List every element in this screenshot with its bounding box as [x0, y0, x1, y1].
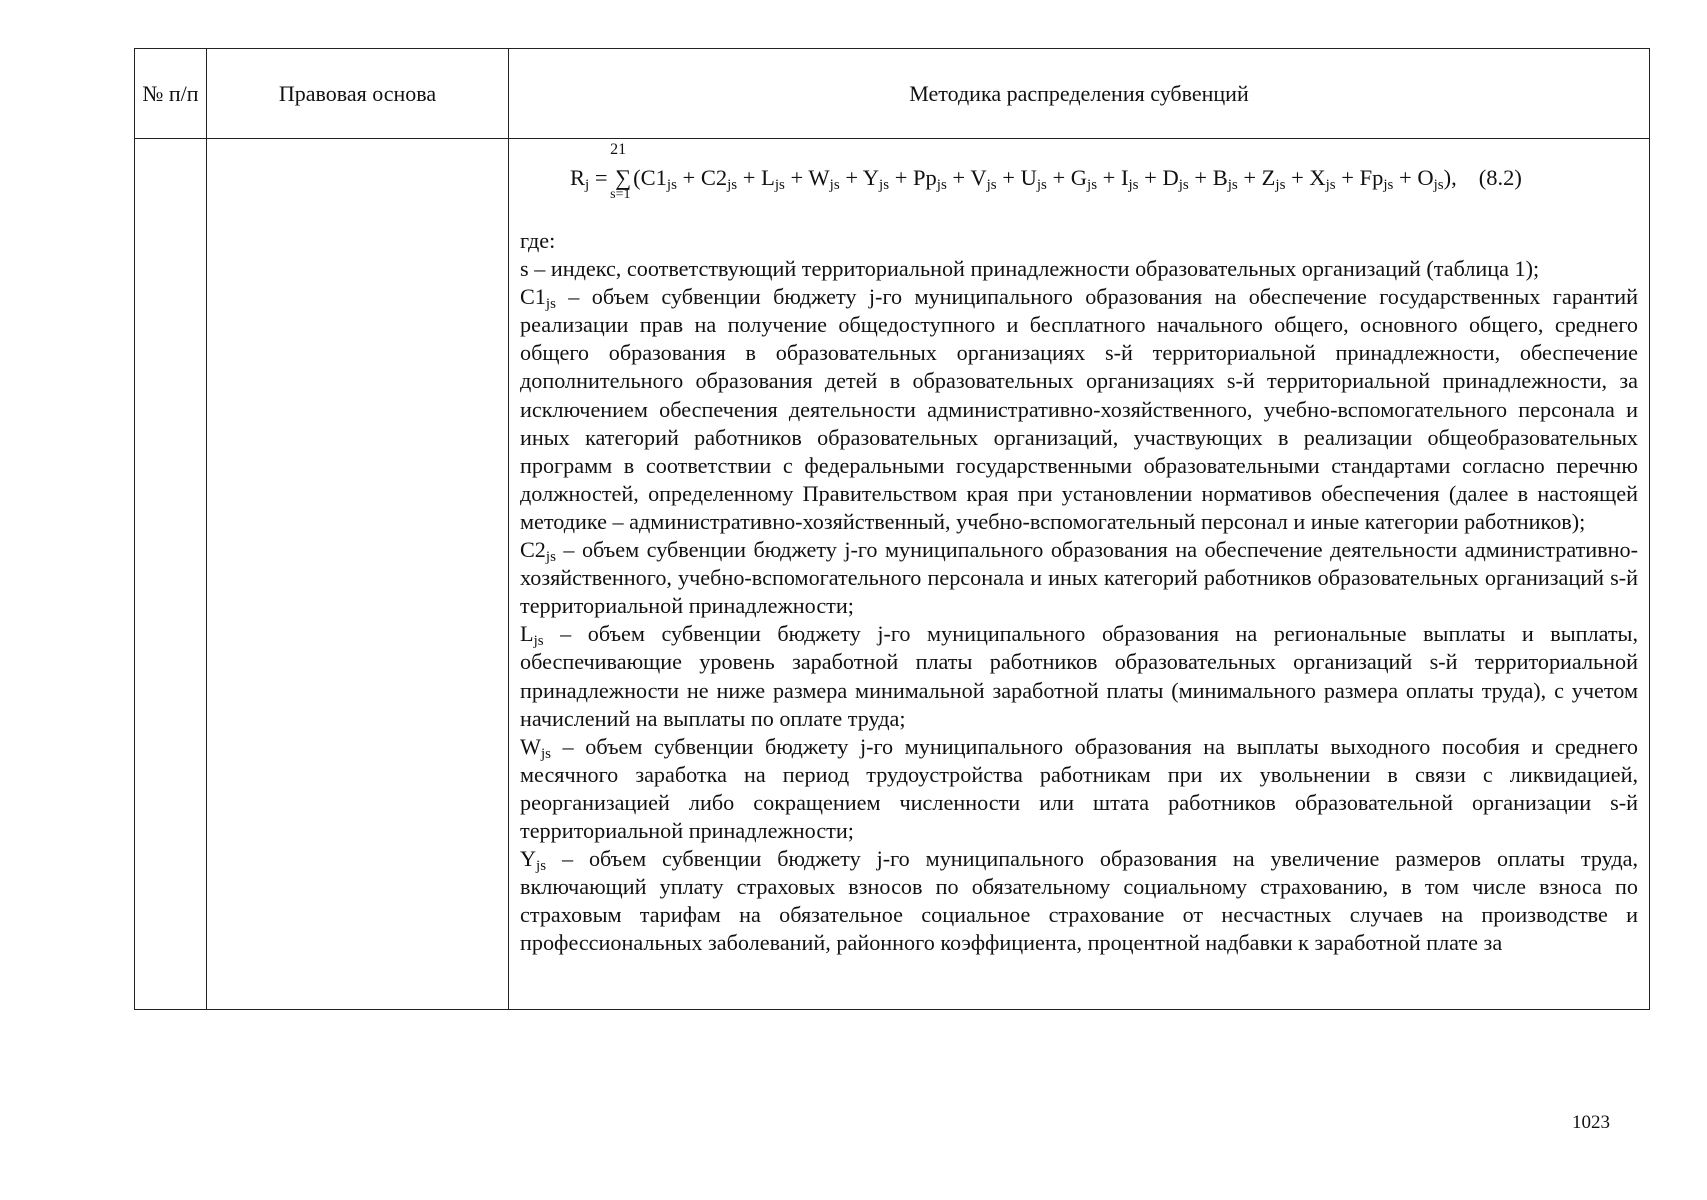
definition-symbol-sub: js: [540, 745, 551, 762]
formula-term-symbol: X: [1309, 165, 1326, 190]
formula-term: [1121, 165, 1139, 193]
formula-plus: +: [1237, 165, 1262, 190]
formula-term-symbol: I: [1121, 165, 1129, 190]
formula-term-symbol: Y: [862, 165, 880, 190]
definition-paragraph: [520, 536, 1638, 620]
header-number: № п/п: [135, 49, 207, 139]
formula-term: [1417, 165, 1444, 193]
formula-term-symbol: C2: [700, 165, 728, 190]
definition-symbol: C2: [520, 537, 546, 563]
formula-term-sub: js: [879, 177, 890, 193]
definition-symbol-sub: js: [545, 549, 556, 566]
formula-term: [913, 165, 947, 193]
definition-paragraph: [520, 845, 1638, 957]
formula-term-symbol: B: [1212, 165, 1228, 190]
header-method: Методика распределения субвенций: [509, 49, 1650, 139]
formula-plus: +: [1046, 165, 1071, 190]
sum-upper-limit: 21: [610, 141, 627, 158]
definition-paragraph: [520, 733, 1638, 845]
formula-term-symbol: O: [1417, 165, 1434, 190]
definition-symbol: s: [520, 256, 529, 282]
formula-term: [1359, 165, 1394, 193]
where-label: где:: [520, 228, 556, 253]
formula-term: [640, 165, 677, 193]
formula-plus: +: [946, 165, 971, 190]
definition-paragraph: [520, 255, 1638, 283]
formula-term: [1162, 165, 1189, 193]
formula-term-sub: js: [1275, 177, 1286, 193]
header-legal-basis: Правовая основа: [207, 49, 509, 139]
formula-term-sub: js: [1325, 177, 1336, 193]
formula-plus: +: [1097, 165, 1121, 190]
definition-symbol: L: [520, 621, 534, 647]
formula-term-sub: js: [1087, 177, 1098, 193]
subvention-table: [134, 48, 1650, 1010]
formula-term-symbol: C1: [640, 165, 667, 190]
sum-lower-limit: s=1: [610, 187, 631, 202]
formula-term: [808, 165, 840, 193]
definitions-text: [520, 227, 1638, 957]
definition-symbol-sub: js: [536, 858, 547, 875]
page-number: 1023: [1572, 1112, 1610, 1133]
formula-plus: +: [1393, 165, 1418, 190]
formula-plus: +: [839, 165, 863, 190]
formula-term: [1070, 165, 1098, 193]
formula-term-symbol: D: [1162, 165, 1179, 190]
formula-close-paren: ),: [1443, 165, 1457, 190]
formula-term: [1261, 165, 1286, 193]
definition-text: – объем субвенции бюджету j-го муниципального образования на обеспечение государственных гарантий реализации прав на получение общедоступного и бесплатного начального общего, основного общего, среднего общего образования в образовательных организациях s-й территориальной принадлежности, обеспечение дополнительного образования детей в образовательных организациях s-й территориальной принадлежности, за исключением обеспечения деятельности административно-хозяйственного, учебно-вспомогательного персонала и иных категорий работников образовательных организаций, участвующих в реализации общеобразовательных программ в соответствии с федеральными государственными образовательными стандартами согласно перечню должностей, определенному Правительством края при установлении нормативов обеспечения (далее в настоящей методике – административно-хозяйственный, учебно-вспомогательный персонал и иные категории работников);: [520, 284, 1638, 534]
cell-method: [509, 139, 1650, 1010]
formula-term: [1020, 165, 1047, 193]
formula-terms: [640, 165, 1444, 193]
formula-term-sub: js: [1227, 177, 1238, 193]
formula-term: [970, 165, 997, 193]
formula-block: [520, 139, 1638, 227]
formula-term-sub: js: [986, 177, 997, 193]
formula-term-sub: js: [1036, 177, 1047, 193]
table-body-row: [135, 139, 1650, 1010]
table-header-row: [135, 49, 1650, 139]
formula-term-sub: js: [1128, 177, 1139, 193]
formula-8-2: [570, 141, 1522, 202]
formula-term-sub: js: [774, 177, 785, 193]
definition-text: – объем субвенции бюджету j-го муниципального образования на выплаты выходного пособия и среднего месячного заработка на период трудоустройства работникам при их увольнении в связи с ликвидацией, реорганизацией либо сокращением численности или штата работников образовательной организации s-й территориальной принадлежности;: [520, 733, 1638, 843]
formula-term-symbol: Fp: [1359, 165, 1384, 190]
formula-term-symbol: Pp: [913, 165, 937, 190]
formula-plus: +: [676, 165, 701, 190]
formula-term: [1309, 165, 1336, 193]
formula-term: [862, 165, 890, 193]
sum-symbol: ∑: [615, 165, 632, 190]
formula-equals: =: [589, 165, 614, 190]
formula-term-symbol: U: [1020, 165, 1037, 190]
definition-text: – объем субвенции бюджету j-го муниципального образования на региональные выплаты и выплаты, обеспечивающие уровень заработной платы работников образовательных организаций s-й территориальной принадлежности не ниже размера минимальной заработной платы (минимального размера оплаты труда), с учетом начислений на выплаты по оплате труда;: [520, 621, 1638, 731]
formula-term-symbol: W: [808, 165, 830, 190]
formula-plus: +: [737, 165, 762, 190]
formula-term-sub: js: [1383, 177, 1394, 193]
definition-paragraph: [520, 283, 1638, 536]
definition-symbol-sub: js: [545, 296, 556, 313]
definition-text: – объем субвенции бюджету j-го муниципального образования на обеспечение деятельности административно-хозяйственного, учебно-вспомогательного персонала и иных категорий работников образовательных организаций s-й территориальной принадлежности;: [520, 537, 1638, 619]
formula-term: [761, 165, 785, 193]
formula-plus: +: [1335, 165, 1360, 190]
cell-number: [135, 139, 207, 1010]
formula-number: (8.2): [1478, 165, 1522, 190]
formula-term-sub: js: [1433, 177, 1444, 193]
sum-operator: [610, 141, 632, 202]
formula-term-sub: js: [936, 177, 947, 193]
definition-symbol: Y: [520, 846, 537, 872]
formula-term: [700, 165, 738, 193]
formula-term: [1212, 165, 1238, 193]
formula-term-symbol: Z: [1261, 165, 1276, 190]
formula-term-symbol: V: [970, 165, 987, 190]
definition-text: – индекс, соответствующий территориальной принадлежности образовательных организаций (таблица 1);: [528, 256, 1540, 282]
formula-term-sub: js: [666, 177, 677, 193]
definition-symbol-sub: js: [533, 633, 544, 650]
formula-term-sub: js: [727, 177, 738, 193]
formula-plus: +: [784, 165, 809, 190]
formula-plus: +: [1285, 165, 1310, 190]
definition-text: – объем субвенции бюджету j-го муниципального образования на увеличение размеров оплаты труда, включающий уплату страховых взносов по обязательному социальному страхованию, в том числе взноса по страховым тарифам на обязательное социальное страхование от несчастных случаев на производстве и профессиональных заболеваний, районного коэффициента, процентной надбавки к заработной плате за: [520, 846, 1638, 956]
formula-plus: +: [889, 165, 914, 190]
formula-term-symbol: L: [761, 165, 775, 190]
formula-lhs-sub: j: [585, 177, 590, 193]
formula-term-sub: js: [1178, 177, 1189, 193]
formula-plus: +: [996, 165, 1021, 190]
definition-paragraph: [520, 620, 1638, 732]
formula-plus: +: [1188, 165, 1213, 190]
formula-term-symbol: G: [1070, 165, 1088, 190]
formula-term-sub: js: [829, 177, 840, 193]
definition-symbol: W: [520, 733, 541, 759]
definition-symbol: C1: [520, 284, 546, 310]
formula-plus: +: [1138, 165, 1163, 190]
formula-lhs: R: [570, 165, 586, 190]
formula-open-paren: (: [633, 165, 641, 190]
cell-legal-basis: [207, 139, 509, 1010]
